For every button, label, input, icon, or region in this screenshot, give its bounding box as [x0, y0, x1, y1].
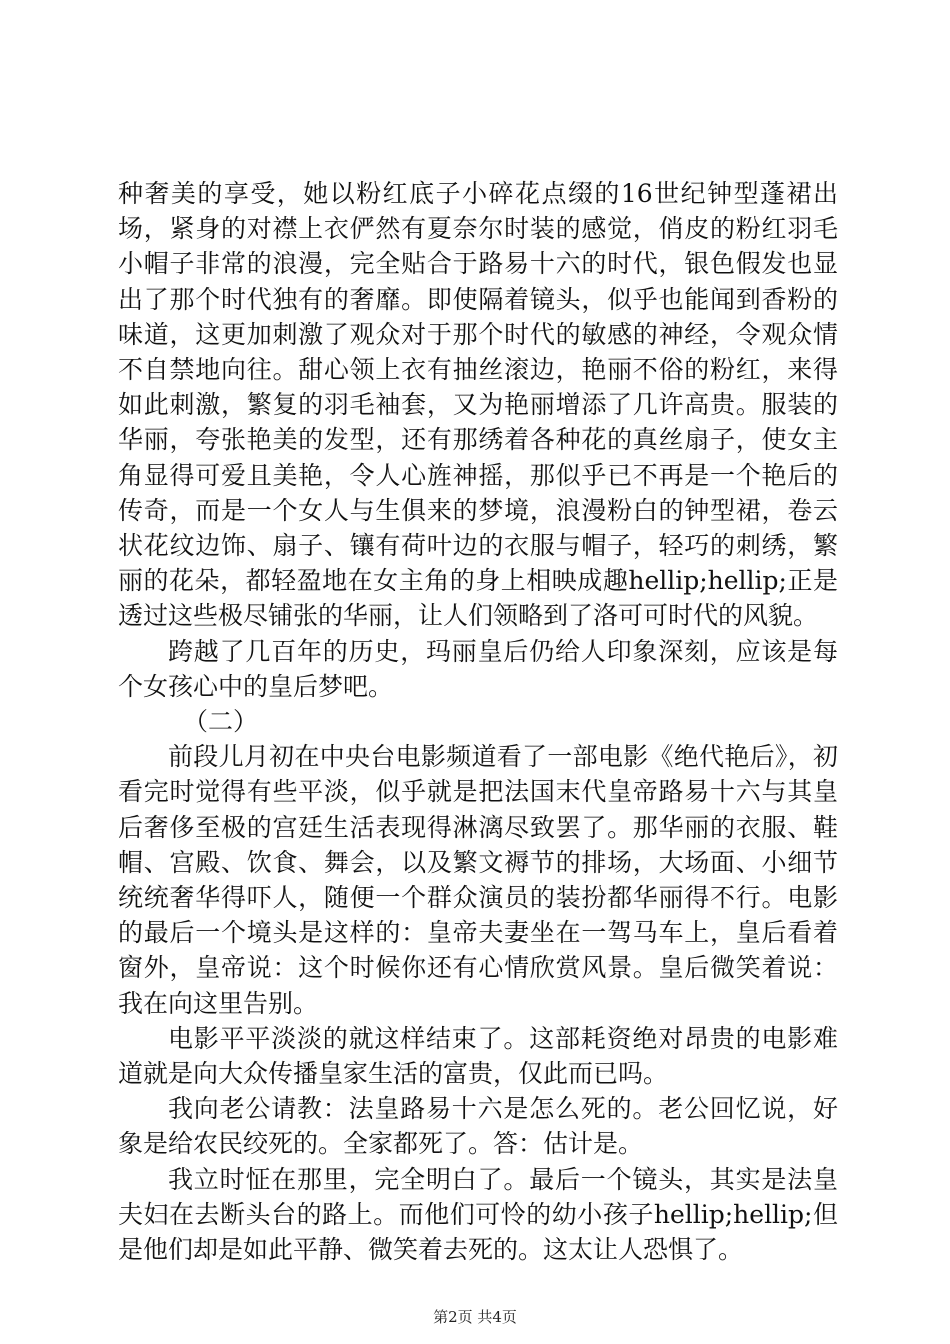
page-number-footer: 第2页 共4页 — [433, 1308, 517, 1326]
paragraph-rococo-costume: 种奢美的享受，她以粉红底子小碎花点缀的16世纪钟型蓬裙出场，紧身的对襟上衣俨然有夏奈尔时装的感觉，俏皮的粉红羽毛小帽子非常的浪漫，完全贴合于路易十六的时代，银色假发也显出了那个时代独有的奢靡。即使隔着镜头，似乎也能闻到香粉的味道，这更加刺激了观众对于那个时代的敏感的神经，令观众情不自禁地向往。甜心领上衣有抽丝滚边，艳丽不俗的粉红，来得如此刺激，繁复的羽毛袖套，又为艳丽增添了几许高贵。服装的华丽，夸张艳美的发型，还有那绣着各种花的真丝扇子，使女主角显得可爱且美艳，令人心旌神摇，那似乎已不再是一个艳后的传奇，而是一个女人与生俱来的梦境，浪漫粉白的钟型裙，卷云状花纹边饰、扇子、镶有荷叶边的衣服与帽子，轻巧的刺绣，繁丽的花朵，都轻盈地在女主角的身上相映成趣hellip;hellip;正是透过这些极尽铺张的华丽，让人们领略到了洛可可时代的风貌。 — [118, 179, 838, 631]
paragraph-asking-husband: 我向老公请教：法皇路易十六是怎么死的。老公回忆说，好象是给农民绞死的。全家都死了。答：估计是。 — [118, 1094, 838, 1159]
paragraph-film-intro: 前段儿月初在中央台电影频道看了一部电影《绝代艳后》，初看完时觉得有些平淡，似乎就是把法国末代皇帝路易十六与其皇后奢侈至极的宫廷生活表现得淋漓尽致罢了。那华丽的衣服、鞋帽、宫殿、饮食、舞会，以及繁文褥节的排场，大场面、小细节统统奢华得吓人，随便一个群众演员的装扮都华丽得不行。电影的最后一个境头是这样的：皇帝夫妻坐在一驾马车上，皇后看着窗外，皇帝说：这个时候你还有心情欣赏风景。皇后微笑着说：我在向这里告别。 — [118, 742, 838, 1018]
section-heading-two: （二） — [183, 707, 259, 737]
paragraph-film-ending: 电影平平淡淡的就这样结束了。这部耗资绝对昂贵的电影难道就是向大众传播皇家生活的富贵，仅此而已吗。 — [118, 1023, 838, 1089]
paragraph-queen-dream: 跨越了几百年的历史，玛丽皇后仍给人印象深刻，应该是每个女孩心中的皇后梦吧。 — [118, 636, 838, 701]
document-body — [118, 176, 838, 1267]
paragraph-realization: 我立时怔在那里，完全明白了。最后一个镜头，其实是法皇夫妇在去断头台的路上。而他们可怜的幼小孩子hellip;hellip;但是他们却是如此平静、微笑着去死的。这太让人恐惧了。 — [118, 1164, 838, 1265]
